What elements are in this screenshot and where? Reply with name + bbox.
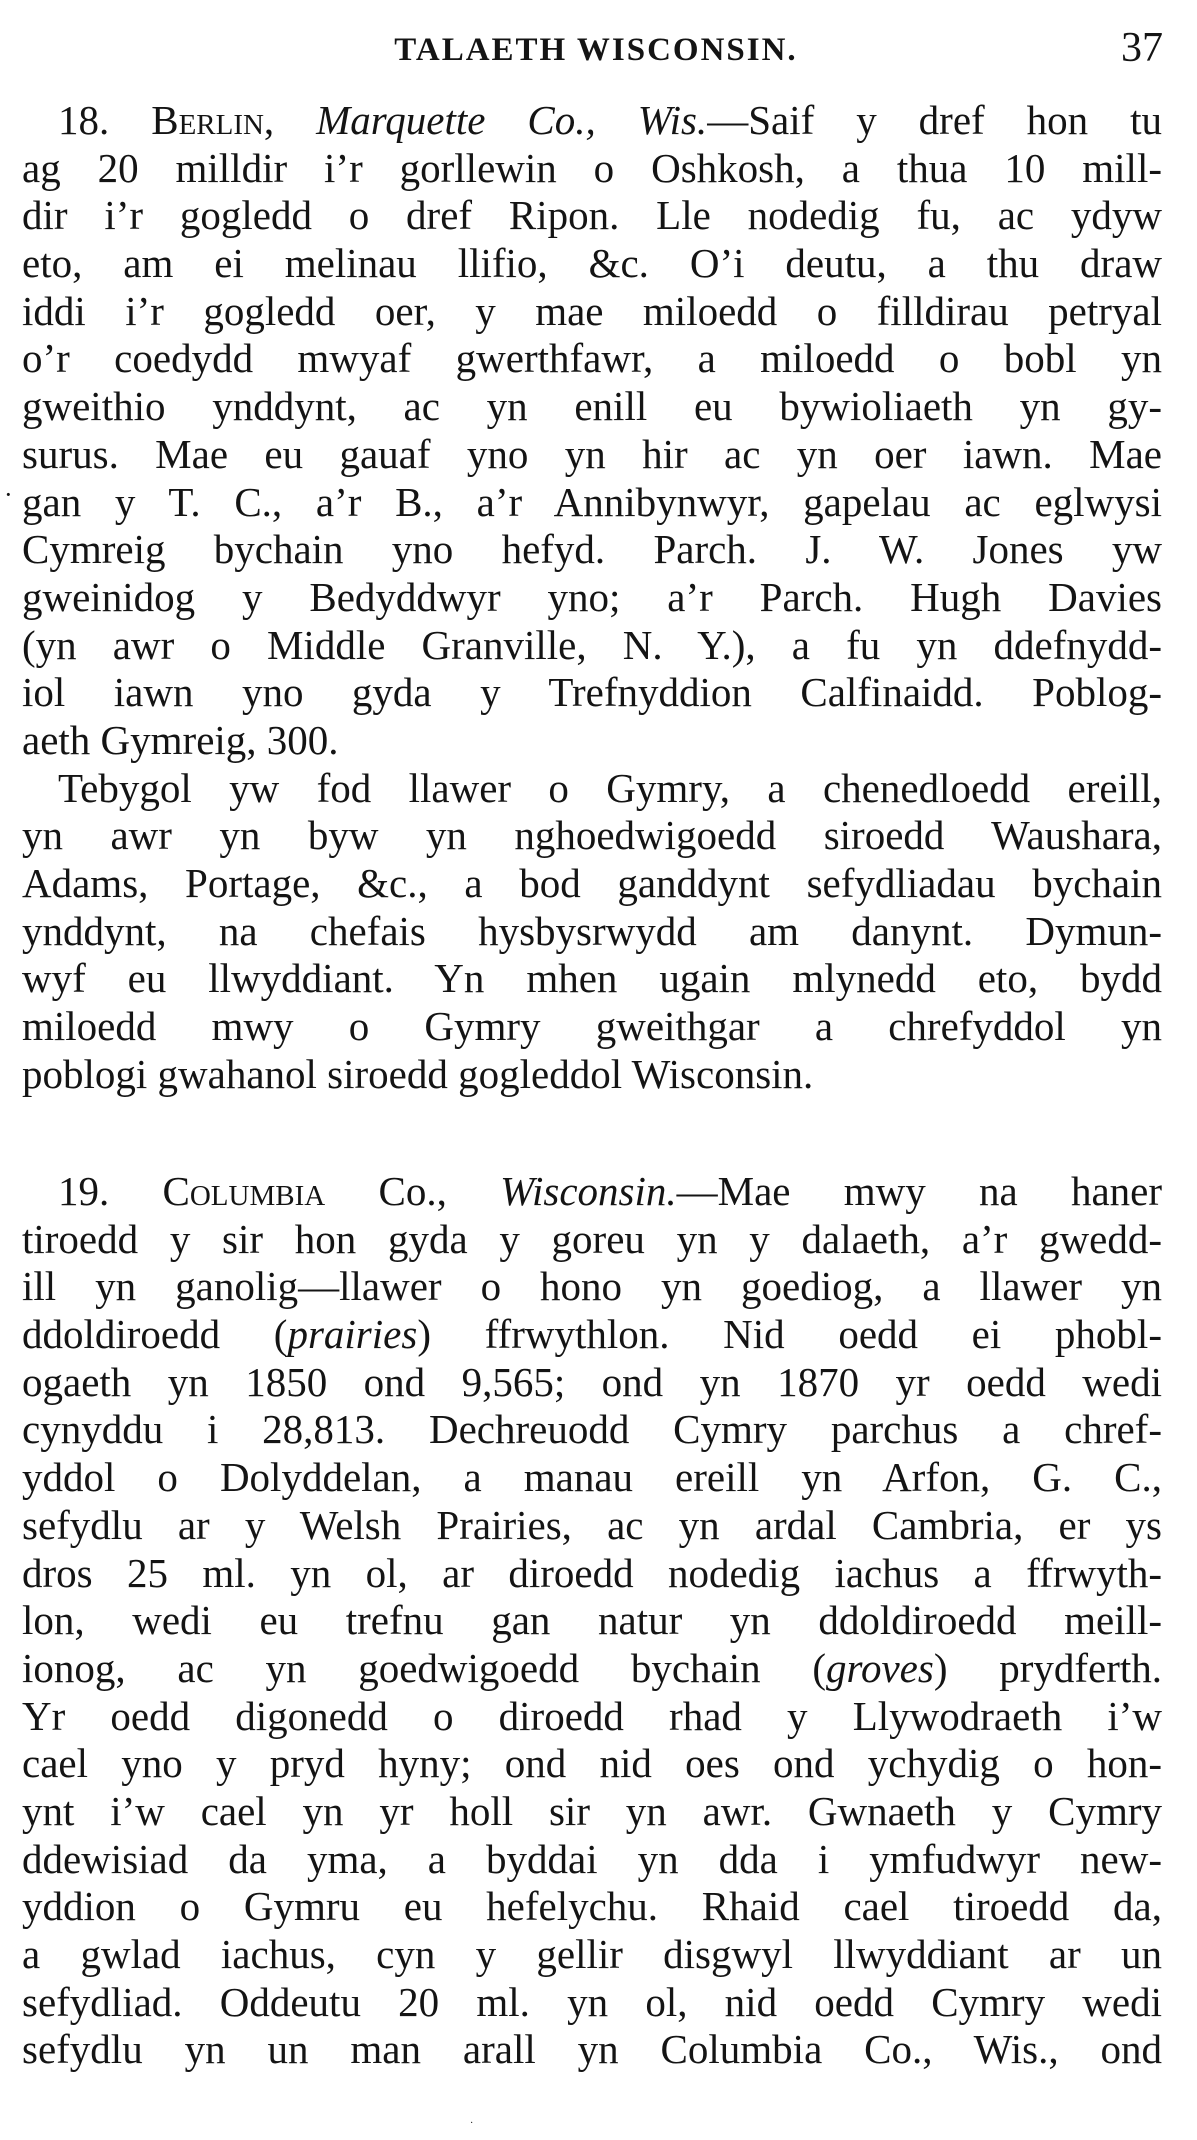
section-18-place: Berlin, bbox=[151, 97, 275, 143]
prairies-term: prairies bbox=[287, 1311, 418, 1358]
text-line: iddi i’r gogledd oer, y mae miloedd o filldirau petryal bbox=[22, 287, 1162, 334]
section-19-columbia bbox=[22, 1168, 1162, 2074]
section-19-number: 19. bbox=[58, 1168, 110, 1214]
text-line: (yn awr o Middle Granville, N. Y.), a fu yn ddefnydd- bbox=[22, 621, 1162, 668]
text-line: yddion o Gymru eu hefelychu. Rhaid cael tiroedd da, bbox=[22, 1883, 1162, 1930]
text-line: cael yno y pryd hyny; ond nid oes ond ychydig o hon- bbox=[22, 1740, 1162, 1787]
text-line: gan y T. C., a’r B., a’r Annibynwyr, gapelau ac eglwysi bbox=[22, 478, 1162, 525]
text-line: ogaeth yn 1850 ond 9,565; ond yn 1870 yr oedd wedi bbox=[22, 1358, 1162, 1405]
groves-term: groves bbox=[826, 1644, 934, 1691]
text-line: sefydlu ar y Welsh Prairies, ac yn ardal Cambria, er ys bbox=[22, 1501, 1162, 1548]
section-18-number: 18. bbox=[58, 97, 110, 143]
text-line: ynddynt, na chefais hysbysrwydd am danynt. Dymun- bbox=[22, 907, 1162, 954]
text-line: Adams, Portage, &c., a bod ganddynt sefydliadau bychain bbox=[22, 860, 1162, 906]
text-line: lon, wedi eu trefnu gan natur yn ddoldiroedd meill- bbox=[22, 1597, 1162, 1644]
text-line: Cymreig bychain yno hefyd. Parch. J. W. Jones yw bbox=[22, 526, 1162, 573]
page-number: 37 bbox=[1121, 25, 1163, 71]
text-line: tiroedd y sir hon gyda y goreu yn y dalaeth, a’r gwedd- bbox=[22, 1215, 1162, 1262]
text-line: cynyddu i 28,813. Dechreuodd Cymry parchus a chref- bbox=[22, 1406, 1162, 1453]
text-line: poblogi gwahanol siroedd gogleddol Wisconsin. bbox=[22, 1050, 814, 1097]
section-19-state: Wisconsin. bbox=[500, 1168, 677, 1214]
text-line: surus. Mae eu gauaf yno yn hir ac yn oer iawn. Mae bbox=[22, 430, 1162, 477]
text-line: sefydliad. Oddeutu 20 ml. yn ol, nid oedd Cymry wedi bbox=[22, 1978, 1162, 2025]
text-line: Yr oedd digonedd o diroedd rhad y Llywodraeth i’w bbox=[22, 1692, 1162, 1739]
text-line: yn awr yn byw yn nghoedwigoedd siroedd Waushara, bbox=[22, 812, 1162, 859]
running-head bbox=[25, 22, 1167, 72]
text-line: gweinidog y Bedyddwyr yno; a’r Parch. Hugh Davies bbox=[22, 573, 1162, 620]
section-19-co: Co., bbox=[378, 1168, 447, 1214]
text-line: ynt i’w cael yn yr holl sir yn awr. Gwnaeth y Cymry bbox=[22, 1787, 1162, 1834]
section-18-heading-rest: —Saif y dref hon tu bbox=[707, 97, 1162, 143]
section-19-heading-line bbox=[22, 1168, 1162, 1216]
text-line: dros 25 ml. yn ol, ar diroedd nodedig iachus a ffrwyth- bbox=[22, 1549, 1162, 1596]
text-line: ddoldiroedd (prairies) ffrwythlon. Nid oedd ei phobl- bbox=[22, 1311, 1162, 1358]
text-line: ill yn ganolig—llawer o hono yn goediog, a llawer yn bbox=[22, 1263, 1162, 1310]
text-line: Tebygol yw fod llawer o Gymry, a chenedloedd ereill, bbox=[58, 764, 1162, 811]
margin-speck: · bbox=[4, 480, 13, 509]
text-line: sefydlu yn un man arall yn Columbia Co., Wis., ond bbox=[22, 2026, 1162, 2073]
section-18-heading-line bbox=[22, 97, 1162, 145]
text-line: ionog, ac yn goedwigoedd bychain (groves) prydferth. bbox=[22, 1644, 1163, 1691]
text-line: miloedd mwy o Gymry gweithgar a chrefyddol yn bbox=[22, 1003, 1162, 1050]
text-line: wyf eu llwyddiant. Yn mhen ugain mlynedd eto, bydd bbox=[22, 955, 1162, 1002]
text-line: yddol o Dolyddelan, a manau ereill yn Arfon, G. C., bbox=[22, 1454, 1162, 1501]
running-title: TALAETH WISCONSIN. bbox=[394, 32, 798, 68]
text-line: o’r coedydd mwyaf gwerthfawr, a miloedd o bobl yn bbox=[22, 335, 1162, 382]
section-18-county: Marquette Co., Wis. bbox=[316, 97, 708, 143]
section-19-heading-rest: —Mae mwy na haner bbox=[676, 1168, 1163, 1214]
text-line: gweithio ynddynt, ac yn enill eu bywioliaeth yn gy- bbox=[22, 383, 1162, 430]
text-line: ddewisiad da yma, a byddai yn dda i ymfudwyr new- bbox=[22, 1835, 1162, 1882]
text-line: ag 20 milldir i’r gorllewin o Oshkosh, a thua 10 mill- bbox=[22, 144, 1162, 191]
text-line: eto, am ei melinau llifio, &c. O’i deutu, a thu draw bbox=[22, 240, 1162, 287]
text-line: dir i’r gogledd o dref Ripon. Lle nodedig fu, ac ydyw bbox=[22, 192, 1162, 239]
section-18-berlin bbox=[22, 97, 1162, 1098]
section-19-place: Columbia bbox=[162, 1168, 326, 1214]
bottom-speck: · bbox=[470, 2118, 474, 2129]
text-line: a gwlad iachus, cyn y gellir disgwyl llwyddiant ar un bbox=[22, 1931, 1162, 1977]
text-line: aeth Gymreig, 300. bbox=[22, 716, 339, 763]
text-line: iol iawn yno gyda y Trefnyddion Calfinaidd. Poblog- bbox=[22, 669, 1162, 716]
